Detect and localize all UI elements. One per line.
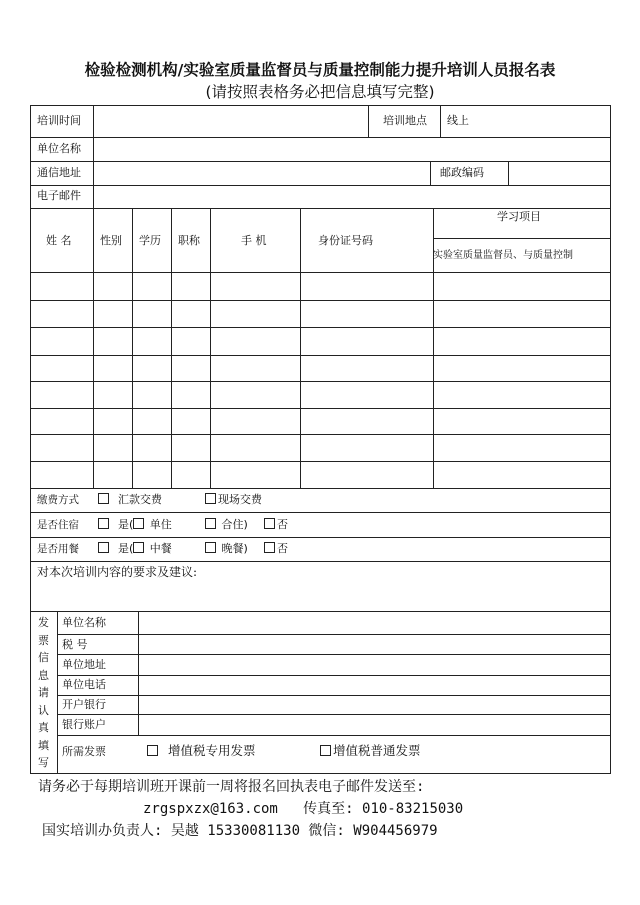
train-time-label: 培训时间 xyxy=(37,114,81,127)
col-title: 职称 xyxy=(178,234,200,247)
payment-transfer-label: 汇款交费 xyxy=(118,493,162,506)
checkbox-icon[interactable] xyxy=(147,745,158,756)
checkbox-icon[interactable] xyxy=(133,518,144,529)
meal-no-option[interactable] xyxy=(264,542,288,556)
form-title: 检验检测机构/实验室质量监督员与质量控制能力提升培训人员报名表 xyxy=(84,61,556,79)
suggestion-label: 对本次培训内容的要求及建议: xyxy=(37,565,198,579)
invoice-phone-label: 单位电话 xyxy=(62,678,106,691)
checkbox-icon[interactable] xyxy=(98,493,109,504)
col-education: 学历 xyxy=(139,234,161,247)
email-field[interactable] xyxy=(94,186,610,208)
col-name: 姓 名 xyxy=(46,234,72,247)
checkbox-icon[interactable] xyxy=(264,542,275,553)
footer-fax: 传真至: 010-83215030 xyxy=(303,801,464,817)
meal-label: 是否用餐 xyxy=(37,543,79,555)
postcode-field[interactable] xyxy=(509,162,610,185)
meal-no-label: 否 xyxy=(277,542,288,555)
lodging-label: 是否住宿 xyxy=(37,519,79,531)
form-subtitle: (请按照表格务必把信息填写完整) xyxy=(205,83,435,101)
checkbox-icon[interactable] xyxy=(98,542,109,553)
unit-name-field[interactable] xyxy=(94,138,610,161)
payment-transfer-option[interactable] xyxy=(98,493,162,507)
email-label: 电子邮件 xyxy=(37,189,81,202)
invoice-address-label: 单位地址 xyxy=(62,658,106,671)
meal-dinner-label: 晚餐) xyxy=(221,542,248,555)
invoice-bank-label: 开户银行 xyxy=(62,698,106,711)
lodging-no-label: 否 xyxy=(277,518,288,531)
col-project-name: 实验室质量监督员、与质量控制 xyxy=(433,250,573,261)
train-place-label: 培训地点 xyxy=(383,114,427,127)
payment-label: 缴费方式 xyxy=(37,494,79,506)
invoice-special-option[interactable] xyxy=(147,744,255,758)
invoice-account-label: 银行账户 xyxy=(62,718,106,731)
payment-onsite-label: 现场交费 xyxy=(218,493,262,506)
footer-responsible: 国实培训办负责人: 吴越 15330081130 微信: W904456979 xyxy=(42,823,438,839)
lodging-yes-label: 是( xyxy=(118,518,134,531)
meal-yes-label: 是( xyxy=(118,542,134,555)
checkbox-icon[interactable] xyxy=(205,518,216,529)
address-field[interactable] xyxy=(94,162,429,185)
checkbox-icon[interactable] xyxy=(264,518,275,529)
checkbox-icon[interactable] xyxy=(98,518,109,529)
meal-dinner-option[interactable] xyxy=(205,542,248,556)
footer-email[interactable]: zrgspxzx@163.com xyxy=(143,801,278,817)
invoice-normal-option[interactable] xyxy=(320,744,421,758)
suggestion-field[interactable] xyxy=(31,580,610,610)
postcode-label: 邮政编码 xyxy=(440,166,484,179)
checkbox-icon[interactable] xyxy=(320,745,331,756)
footer-contact xyxy=(0,798,640,818)
invoice-special-label: 增值税专用发票 xyxy=(167,743,256,758)
col-project: 学习项目 xyxy=(497,210,541,223)
col-phone: 手 机 xyxy=(241,234,267,247)
footer-instruction: 请务必于每期培训班开课前一周将报名回执表电子邮件发送至: xyxy=(38,779,425,795)
lodging-shared-option[interactable] xyxy=(205,518,248,532)
lodging-shared-label: 合住) xyxy=(221,518,248,531)
invoice-tax-id-label: 税 号 xyxy=(62,638,88,651)
checkbox-icon[interactable] xyxy=(133,542,144,553)
checkbox-icon[interactable] xyxy=(205,542,216,553)
checkbox-icon[interactable] xyxy=(205,493,216,504)
lodging-yes-option[interactable] xyxy=(98,518,172,532)
invoice-type-label: 所需发票 xyxy=(62,745,106,758)
address-label: 通信地址 xyxy=(37,166,81,179)
unit-name-label: 单位名称 xyxy=(37,142,81,155)
invoice-normal-label: 增值税普通发票 xyxy=(333,743,421,758)
invoice-side-label: 发 票 信 息 请 认 真 填 写 xyxy=(38,616,49,769)
train-time-field[interactable] xyxy=(94,106,367,137)
meal-lunch-label: 中餐 xyxy=(149,542,172,555)
meal-yes-option[interactable] xyxy=(98,542,172,556)
lodging-no-option[interactable] xyxy=(264,518,288,532)
train-place-value: 线上 xyxy=(447,114,469,127)
col-gender: 性别 xyxy=(100,234,122,247)
payment-onsite-option[interactable] xyxy=(205,493,262,507)
invoice-unit-name-label: 单位名称 xyxy=(62,616,106,629)
lodging-single-label: 单住 xyxy=(149,518,172,531)
col-id: 身份证号码 xyxy=(318,234,373,247)
